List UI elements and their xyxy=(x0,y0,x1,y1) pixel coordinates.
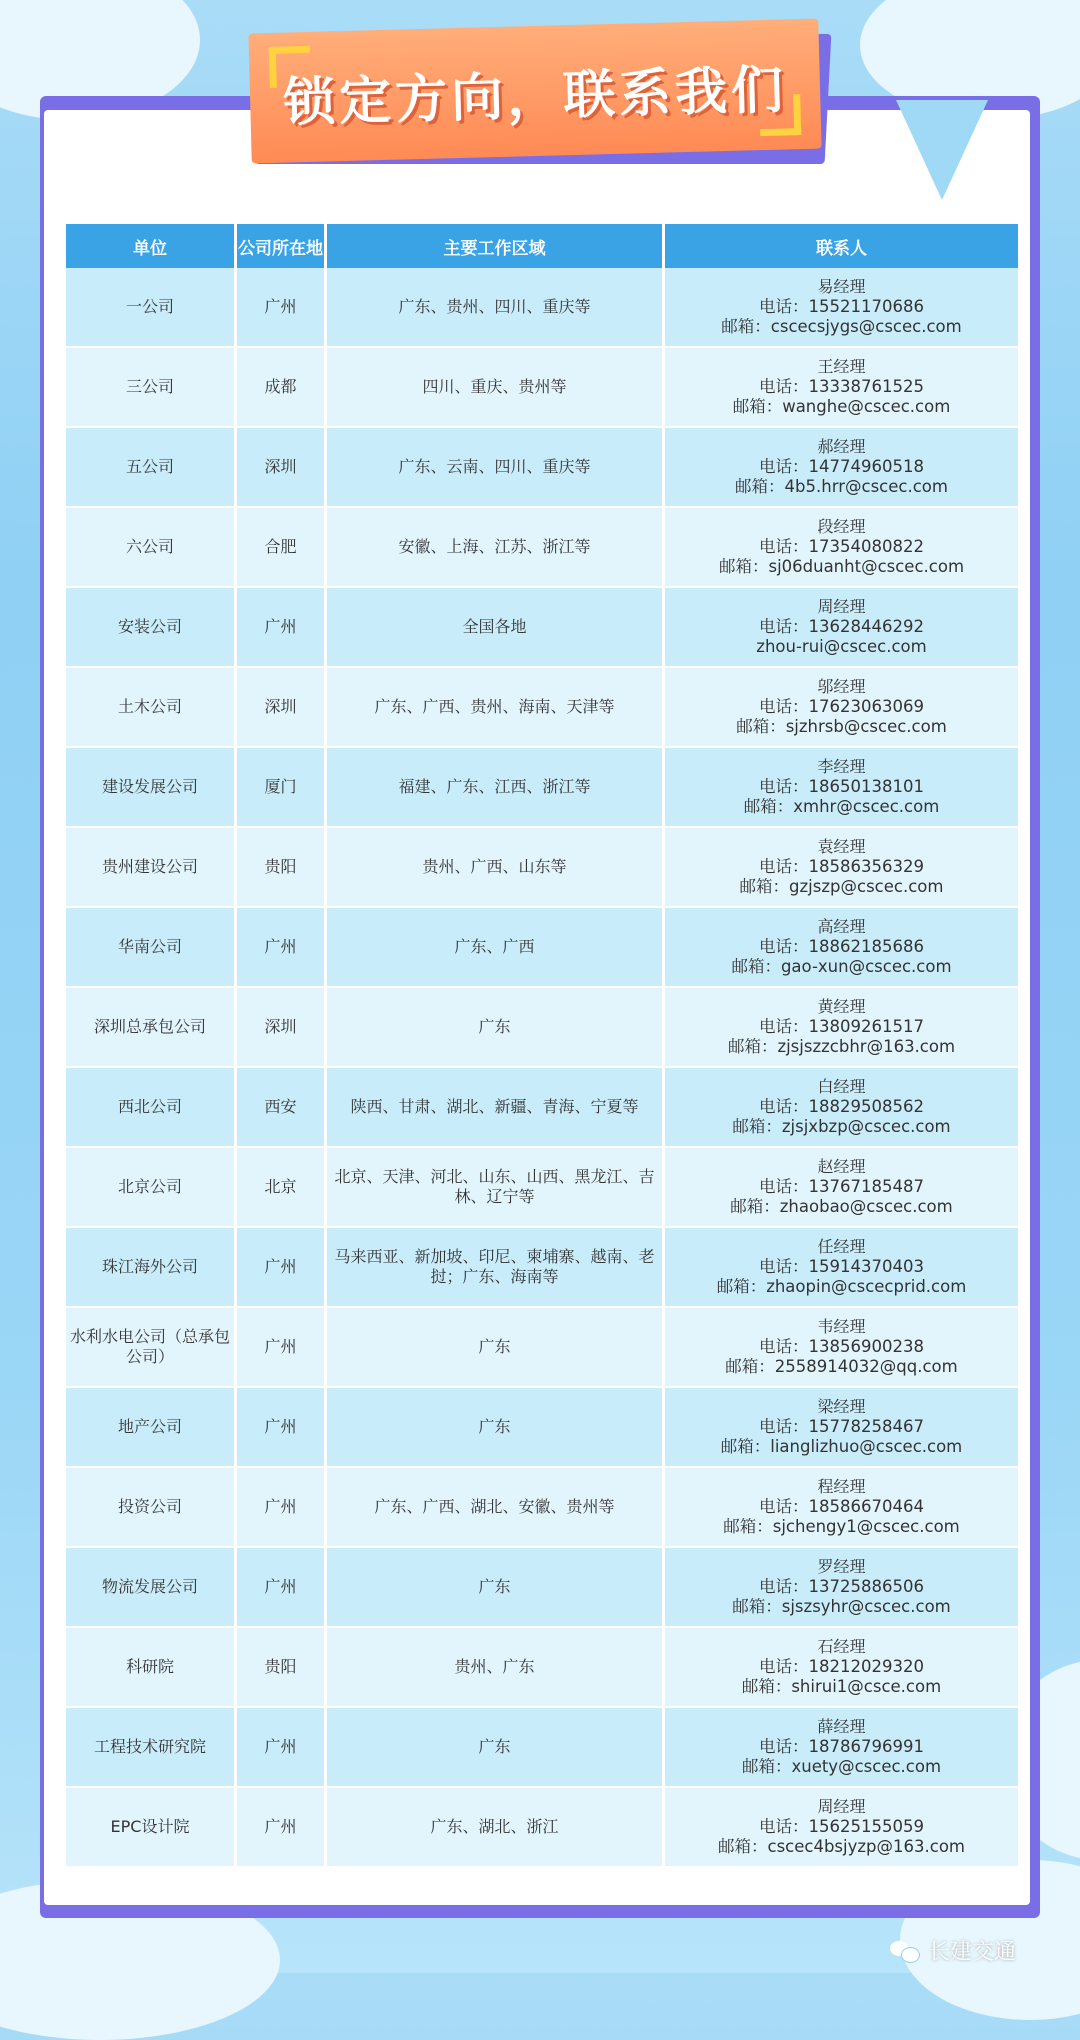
area-cell: 广东 xyxy=(327,1308,665,1388)
city-cell: 贵阳 xyxy=(237,1628,327,1708)
contact-phone: 电话：17354080822 xyxy=(759,537,924,556)
unit-cell: 三公司 xyxy=(66,348,237,428)
header-area: 主要工作区域 xyxy=(327,224,665,268)
contact-cell xyxy=(665,428,1018,508)
contact-name: 周经理 xyxy=(817,597,866,616)
banner-corner-decoration xyxy=(759,94,801,136)
contact-phone: 电话：18786796991 xyxy=(759,1737,924,1756)
contact-phone: 电话：13628446292 xyxy=(759,617,924,636)
area-cell: 陕西、甘肃、湖北、新疆、青海、宁夏等 xyxy=(327,1068,665,1148)
table-row xyxy=(66,1548,1018,1628)
contact-email: 邮箱：sjchengy1@cscec.com xyxy=(723,1517,960,1536)
panel-notch xyxy=(896,100,988,200)
unit-cell: EPC设计院 xyxy=(66,1788,237,1868)
contact-cell xyxy=(665,268,1018,348)
area-cell: 广东 xyxy=(327,1708,665,1788)
contact-cell xyxy=(665,748,1018,828)
contact-cell xyxy=(665,1148,1018,1228)
contact-cell xyxy=(665,988,1018,1068)
table-row xyxy=(66,268,1018,348)
contact-name: 袁经理 xyxy=(817,837,866,856)
contact-email: 邮箱：zjsjszzcbhr@163.com xyxy=(727,1037,956,1056)
contact-email: 邮箱：sjszsyhr@cscec.com xyxy=(732,1597,951,1616)
header-unit: 单位 xyxy=(66,224,237,268)
unit-cell: 建设发展公司 xyxy=(66,748,237,828)
contact-name: 程经理 xyxy=(817,1477,866,1496)
contact-cell xyxy=(665,1708,1018,1788)
contact-phone: 电话：13338761525 xyxy=(759,377,924,396)
unit-cell: 物流发展公司 xyxy=(66,1548,237,1628)
unit-cell: 六公司 xyxy=(66,508,237,588)
area-cell: 广东 xyxy=(327,988,665,1068)
area-cell: 广东、湖北、浙江 xyxy=(327,1788,665,1868)
contact-email: 邮箱：2558914032@qq.com xyxy=(725,1357,958,1376)
city-cell: 成都 xyxy=(237,348,327,428)
area-cell: 广东、广西、贵州、海南、天津等 xyxy=(327,668,665,748)
unit-cell: 地产公司 xyxy=(66,1388,237,1468)
table-row xyxy=(66,1788,1018,1868)
contact-cell xyxy=(665,1628,1018,1708)
city-cell: 深圳 xyxy=(237,988,327,1068)
contact-name: 高经理 xyxy=(817,917,866,936)
contact-email: 邮箱：cscecsjygs@cscec.com xyxy=(721,317,962,336)
contact-cell xyxy=(665,1788,1018,1868)
contact-phone: 电话：15625155059 xyxy=(759,1817,924,1836)
contact-cell xyxy=(665,1548,1018,1628)
table-header-row xyxy=(66,224,1018,268)
contact-name: 梁经理 xyxy=(817,1397,866,1416)
city-cell: 深圳 xyxy=(237,428,327,508)
contact-email: 邮箱：zhaobao@cscec.com xyxy=(730,1197,953,1216)
unit-cell: 科研院 xyxy=(66,1628,237,1708)
table-row xyxy=(66,348,1018,428)
contact-email: 邮箱：cscec4bsjyzp@163.com xyxy=(718,1837,965,1856)
area-cell: 广东 xyxy=(327,1388,665,1468)
city-cell: 广州 xyxy=(237,908,327,988)
page-title: 锁定方向，联系我们 xyxy=(282,59,788,134)
contact-email: 邮箱：xmhr@cscec.com xyxy=(743,797,940,816)
contact-phone: 电话：18829508562 xyxy=(759,1097,924,1116)
table-row xyxy=(66,1468,1018,1548)
area-cell: 贵州、广西、山东等 xyxy=(327,828,665,908)
contact-email: 邮箱：zhaopin@cscecprid.com xyxy=(716,1277,967,1296)
city-cell: 合肥 xyxy=(237,508,327,588)
city-cell: 西安 xyxy=(237,1068,327,1148)
area-cell: 广东 xyxy=(327,1548,665,1628)
table-row xyxy=(66,1628,1018,1708)
area-cell: 广东、广西、湖北、安徽、贵州等 xyxy=(327,1468,665,1548)
contact-email: 邮箱：gzjszp@cscec.com xyxy=(739,877,944,896)
city-cell: 贵阳 xyxy=(237,828,327,908)
contact-email: 邮箱：4b5.hrr@cscec.com xyxy=(735,477,948,496)
contact-name: 黄经理 xyxy=(817,997,866,1016)
contact-email: 邮箱：zjsjxbzp@cscec.com xyxy=(732,1117,951,1136)
contact-cell xyxy=(665,668,1018,748)
city-cell: 厦门 xyxy=(237,748,327,828)
table-row xyxy=(66,1068,1018,1148)
contact-cell xyxy=(665,828,1018,908)
contact-cell xyxy=(665,1228,1018,1308)
unit-cell: 贵州建设公司 xyxy=(66,828,237,908)
contact-phone: 电话：13725886506 xyxy=(759,1577,924,1596)
city-cell: 广州 xyxy=(237,1788,327,1868)
area-cell: 福建、广东、江西、浙江等 xyxy=(327,748,665,828)
contact-name: 赵经理 xyxy=(817,1157,866,1176)
unit-cell: 珠江海外公司 xyxy=(66,1228,237,1308)
city-cell: 广州 xyxy=(237,1228,327,1308)
area-cell: 广东、贵州、四川、重庆等 xyxy=(327,268,665,348)
contact-cell xyxy=(665,1308,1018,1388)
contact-phone: 电话：13809261517 xyxy=(759,1017,924,1036)
watermark-text: 长建交通 xyxy=(928,1940,1017,1965)
header-contact: 联系人 xyxy=(665,224,1018,268)
city-cell: 广州 xyxy=(237,1388,327,1468)
table-row xyxy=(66,748,1018,828)
header-city: 公司所在地 xyxy=(237,224,327,268)
contact-name: 王经理 xyxy=(817,357,866,376)
city-cell: 深圳 xyxy=(237,668,327,748)
contact-phone: 电话：18862185686 xyxy=(759,937,924,956)
unit-cell: 投资公司 xyxy=(66,1468,237,1548)
contact-phone: 电话：18650138101 xyxy=(759,777,924,796)
city-cell: 广州 xyxy=(237,268,327,348)
table-row xyxy=(66,1308,1018,1388)
wechat-icon xyxy=(890,1939,920,1963)
contact-name: 邬经理 xyxy=(817,677,866,696)
contact-name: 石经理 xyxy=(817,1637,866,1656)
table-row xyxy=(66,508,1018,588)
unit-cell: 工程技术研究院 xyxy=(66,1708,237,1788)
contact-name: 罗经理 xyxy=(817,1557,866,1576)
contact-name: 郝经理 xyxy=(817,437,866,456)
contact-email: 邮箱：lianglizhuo@cscec.com xyxy=(720,1437,963,1456)
table-row xyxy=(66,1148,1018,1228)
city-cell: 广州 xyxy=(237,1468,327,1548)
unit-cell: 西北公司 xyxy=(66,1068,237,1148)
contact-email: 邮箱：sjzhrsb@cscec.com xyxy=(736,717,947,736)
area-cell: 马来西亚、新加坡、印尼、柬埔寨、越南、老挝；广东、海南等 xyxy=(327,1228,665,1308)
contact-name: 任经理 xyxy=(817,1237,866,1256)
area-cell: 贵州、广东 xyxy=(327,1628,665,1708)
unit-cell: 安装公司 xyxy=(66,588,237,668)
title-banner xyxy=(248,19,821,164)
area-cell: 广东、广西 xyxy=(327,908,665,988)
contact-phone: 电话：17623063069 xyxy=(759,697,924,716)
contact-name: 李经理 xyxy=(817,757,866,776)
city-cell: 广州 xyxy=(237,588,327,668)
table-row xyxy=(66,1228,1018,1308)
table-row xyxy=(66,1388,1018,1468)
contact-phone: 电话：18586670464 xyxy=(759,1497,924,1516)
contact-name: 易经理 xyxy=(817,277,866,296)
city-cell: 广州 xyxy=(237,1548,327,1628)
table-row xyxy=(66,908,1018,988)
banner-corner-decoration xyxy=(269,46,311,88)
unit-cell: 水利水电公司（总承包公司） xyxy=(66,1308,237,1388)
contact-phone: 电话：15521170686 xyxy=(759,297,924,316)
contacts-table xyxy=(66,224,1018,1868)
contact-email: 邮箱：shirui1@csce.com xyxy=(741,1677,942,1696)
area-cell: 北京、天津、河北、山东、山西、黑龙江、吉林、辽宁等 xyxy=(327,1148,665,1228)
table-row xyxy=(66,1708,1018,1788)
contact-phone: 电话：14774960518 xyxy=(759,457,924,476)
contact-phone: 电话：13856900238 xyxy=(759,1337,924,1356)
unit-cell: 华南公司 xyxy=(66,908,237,988)
unit-cell: 深圳总承包公司 xyxy=(66,988,237,1068)
city-cell: 广州 xyxy=(237,1308,327,1388)
contact-name: 白经理 xyxy=(817,1077,866,1096)
contact-name: 韦经理 xyxy=(817,1317,866,1336)
contact-cell xyxy=(665,1388,1018,1468)
contact-cell xyxy=(665,348,1018,428)
contact-email: 邮箱：sj06duanht@cscec.com xyxy=(718,557,965,576)
contact-name: 薛经理 xyxy=(817,1717,866,1736)
city-cell: 北京 xyxy=(237,1148,327,1228)
contact-phone: 电话：15778258467 xyxy=(759,1417,924,1436)
contact-phone: 电话：18212029320 xyxy=(759,1657,924,1676)
contact-phone: 电话：13767185487 xyxy=(759,1177,924,1196)
area-cell: 安徽、上海、江苏、浙江等 xyxy=(327,508,665,588)
contact-cell xyxy=(665,1468,1018,1548)
contact-phone: 电话：15914370403 xyxy=(759,1257,924,1276)
table-row xyxy=(66,828,1018,908)
contact-cell xyxy=(665,588,1018,668)
unit-cell: 北京公司 xyxy=(66,1148,237,1228)
contact-email: 邮箱：wanghe@cscec.com xyxy=(732,397,951,416)
city-cell: 广州 xyxy=(237,1708,327,1788)
table-row xyxy=(66,428,1018,508)
watermark xyxy=(890,1935,1016,1966)
contact-email: 邮箱：gao-xun@cscec.com xyxy=(731,957,952,976)
unit-cell: 五公司 xyxy=(66,428,237,508)
area-cell: 四川、重庆、贵州等 xyxy=(327,348,665,428)
contact-cell xyxy=(665,908,1018,988)
contact-phone: 电话：18586356329 xyxy=(759,857,924,876)
contact-email: zhou-rui@cscec.com xyxy=(756,637,927,656)
contact-cell xyxy=(665,1068,1018,1148)
table-row xyxy=(66,668,1018,748)
contact-email: 邮箱：xuety@cscec.com xyxy=(741,1757,942,1776)
contact-name: 段经理 xyxy=(817,517,866,536)
area-cell: 全国各地 xyxy=(327,588,665,668)
area-cell: 广东、云南、四川、重庆等 xyxy=(327,428,665,508)
contact-cell xyxy=(665,508,1018,588)
unit-cell: 土木公司 xyxy=(66,668,237,748)
contact-name: 周经理 xyxy=(817,1797,866,1816)
unit-cell: 一公司 xyxy=(66,268,237,348)
table-row xyxy=(66,588,1018,668)
table-row xyxy=(66,988,1018,1068)
